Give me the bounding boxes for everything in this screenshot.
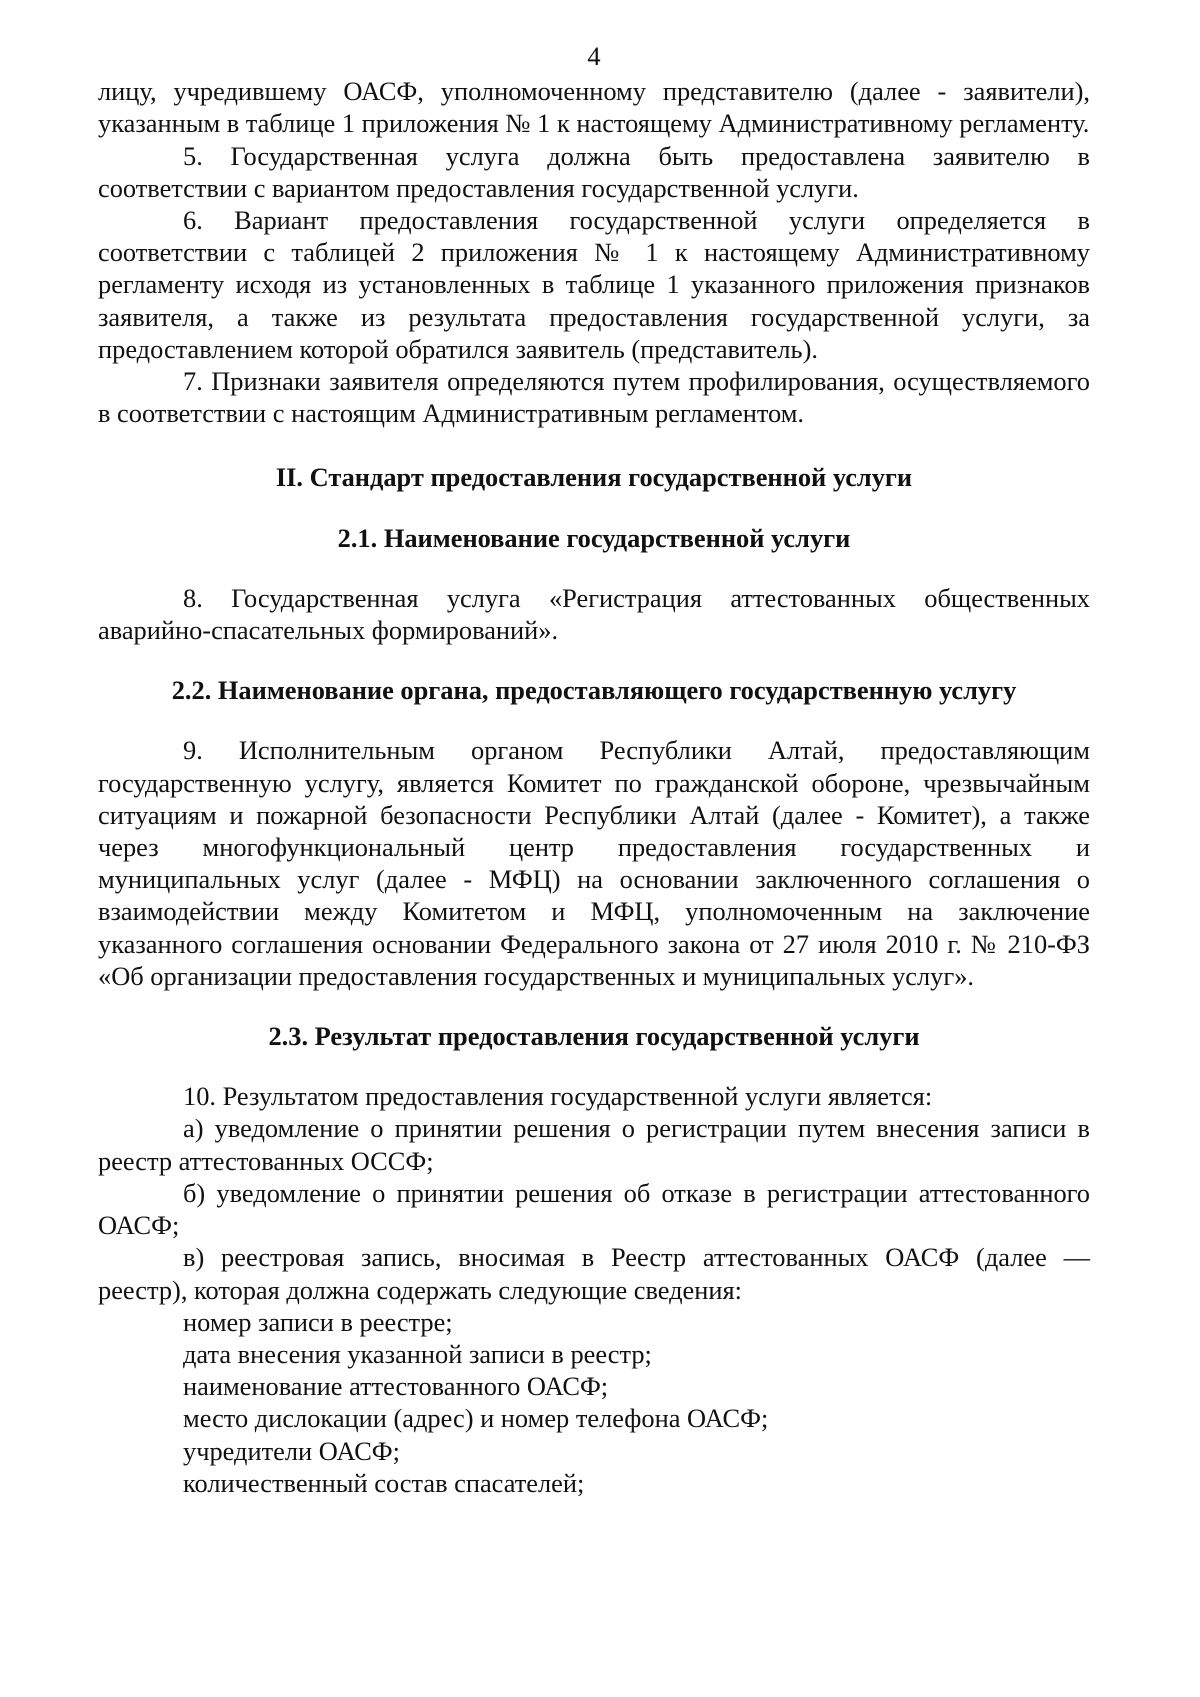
paragraph-9: 9. Исполнительным органом Республики Алтай, предоставляющим государственную услугу, является Комитет по гражданской обороне, чрезвычайным ситуациям и пожарной безопасности Республики Алтай (далее - Комитет), а также через многофункциональный центр предоставления государственных и муниципальных услуг (далее - МФЦ) на основании заключенного соглашения о взаимодействии между Комитетом и МФЦ, уполномоченным на заключение указанного соглашения основании Федерального закона от 27 июля 2010 г. № 210-ФЗ «Об организации предоставления государственных и муниципальных услуг». — [98, 735, 1090, 991]
subsection-2-3-title: 2.3. Результат предоставления государственной услуги — [268, 1021, 920, 1052]
section-2-title: II. Стандарт предоставления государственной услуги — [275, 462, 913, 493]
list-item: дата внесения указанной записи в реестр; — [183, 1338, 652, 1369]
paragraph-6: 6. Вариант предоставления государственной услуги определяется в соответствии с таблицей 2 приложения № 1 к настоящему Административному регламенту исходя из установленных в таблице 1 указанного приложения признаков заявителя, а также из результата предоставления государственной услуги, за предоставлением которой обратился заявитель (представитель). — [98, 205, 1090, 364]
list-item: количественный состав спасателей; — [183, 1467, 585, 1498]
paragraph-10-a: а) уведомление о принятии решения о регистрации путем внесения записи в реестр аттестованных ОССФ; — [98, 1113, 1090, 1176]
paragraph-10-v: в) реестровая запись, вносимая в Реестр аттестованных ОАСФ (далее — реестр), которая должна содержать следующие сведения: — [98, 1242, 1090, 1305]
paragraph-continuation: лицу, учредившему ОАСФ, уполномоченному представителю (далее - заявители), указанным в таблице 1 приложения № 1 к настоящему Административному регламенту. — [98, 76, 1090, 139]
list-item: наименование аттестованного ОАСФ; — [183, 1371, 609, 1402]
list-item: номер записи в реестре; — [183, 1306, 453, 1337]
paragraph-7: 7. Признаки заявителя определяются путем профилирования, осуществляемого в соответствии с настоящим Административным регламентом. — [98, 366, 1090, 429]
list-item: место дислокации (адрес) и номер телефона ОАСФ; — [183, 1403, 769, 1434]
subsection-2-1-title: 2.1. Наименование государственной услуги — [337, 522, 851, 553]
paragraph-10-b: б) уведомление о принятии решения об отказе в регистрации аттестованного ОАСФ; — [98, 1177, 1090, 1241]
page-number: 4 — [587, 41, 601, 71]
paragraph-5: 5. Государственная услуга должна быть предоставлена заявителю в соответствии с вариантом предоставления государственной услуги. — [98, 140, 1090, 203]
paragraph-8: 8. Государственная услуга «Регистрация аттестованных общественных аварийно-спасательных формирований». — [98, 582, 1090, 646]
list-item: учредители ОАСФ; — [183, 1435, 400, 1466]
paragraph-10: 10. Результатом предоставления государственной услуги является: — [183, 1081, 933, 1112]
subsection-2-2-title: 2.2. Наименование органа, предоставляющего государственную услугу — [171, 675, 1017, 706]
